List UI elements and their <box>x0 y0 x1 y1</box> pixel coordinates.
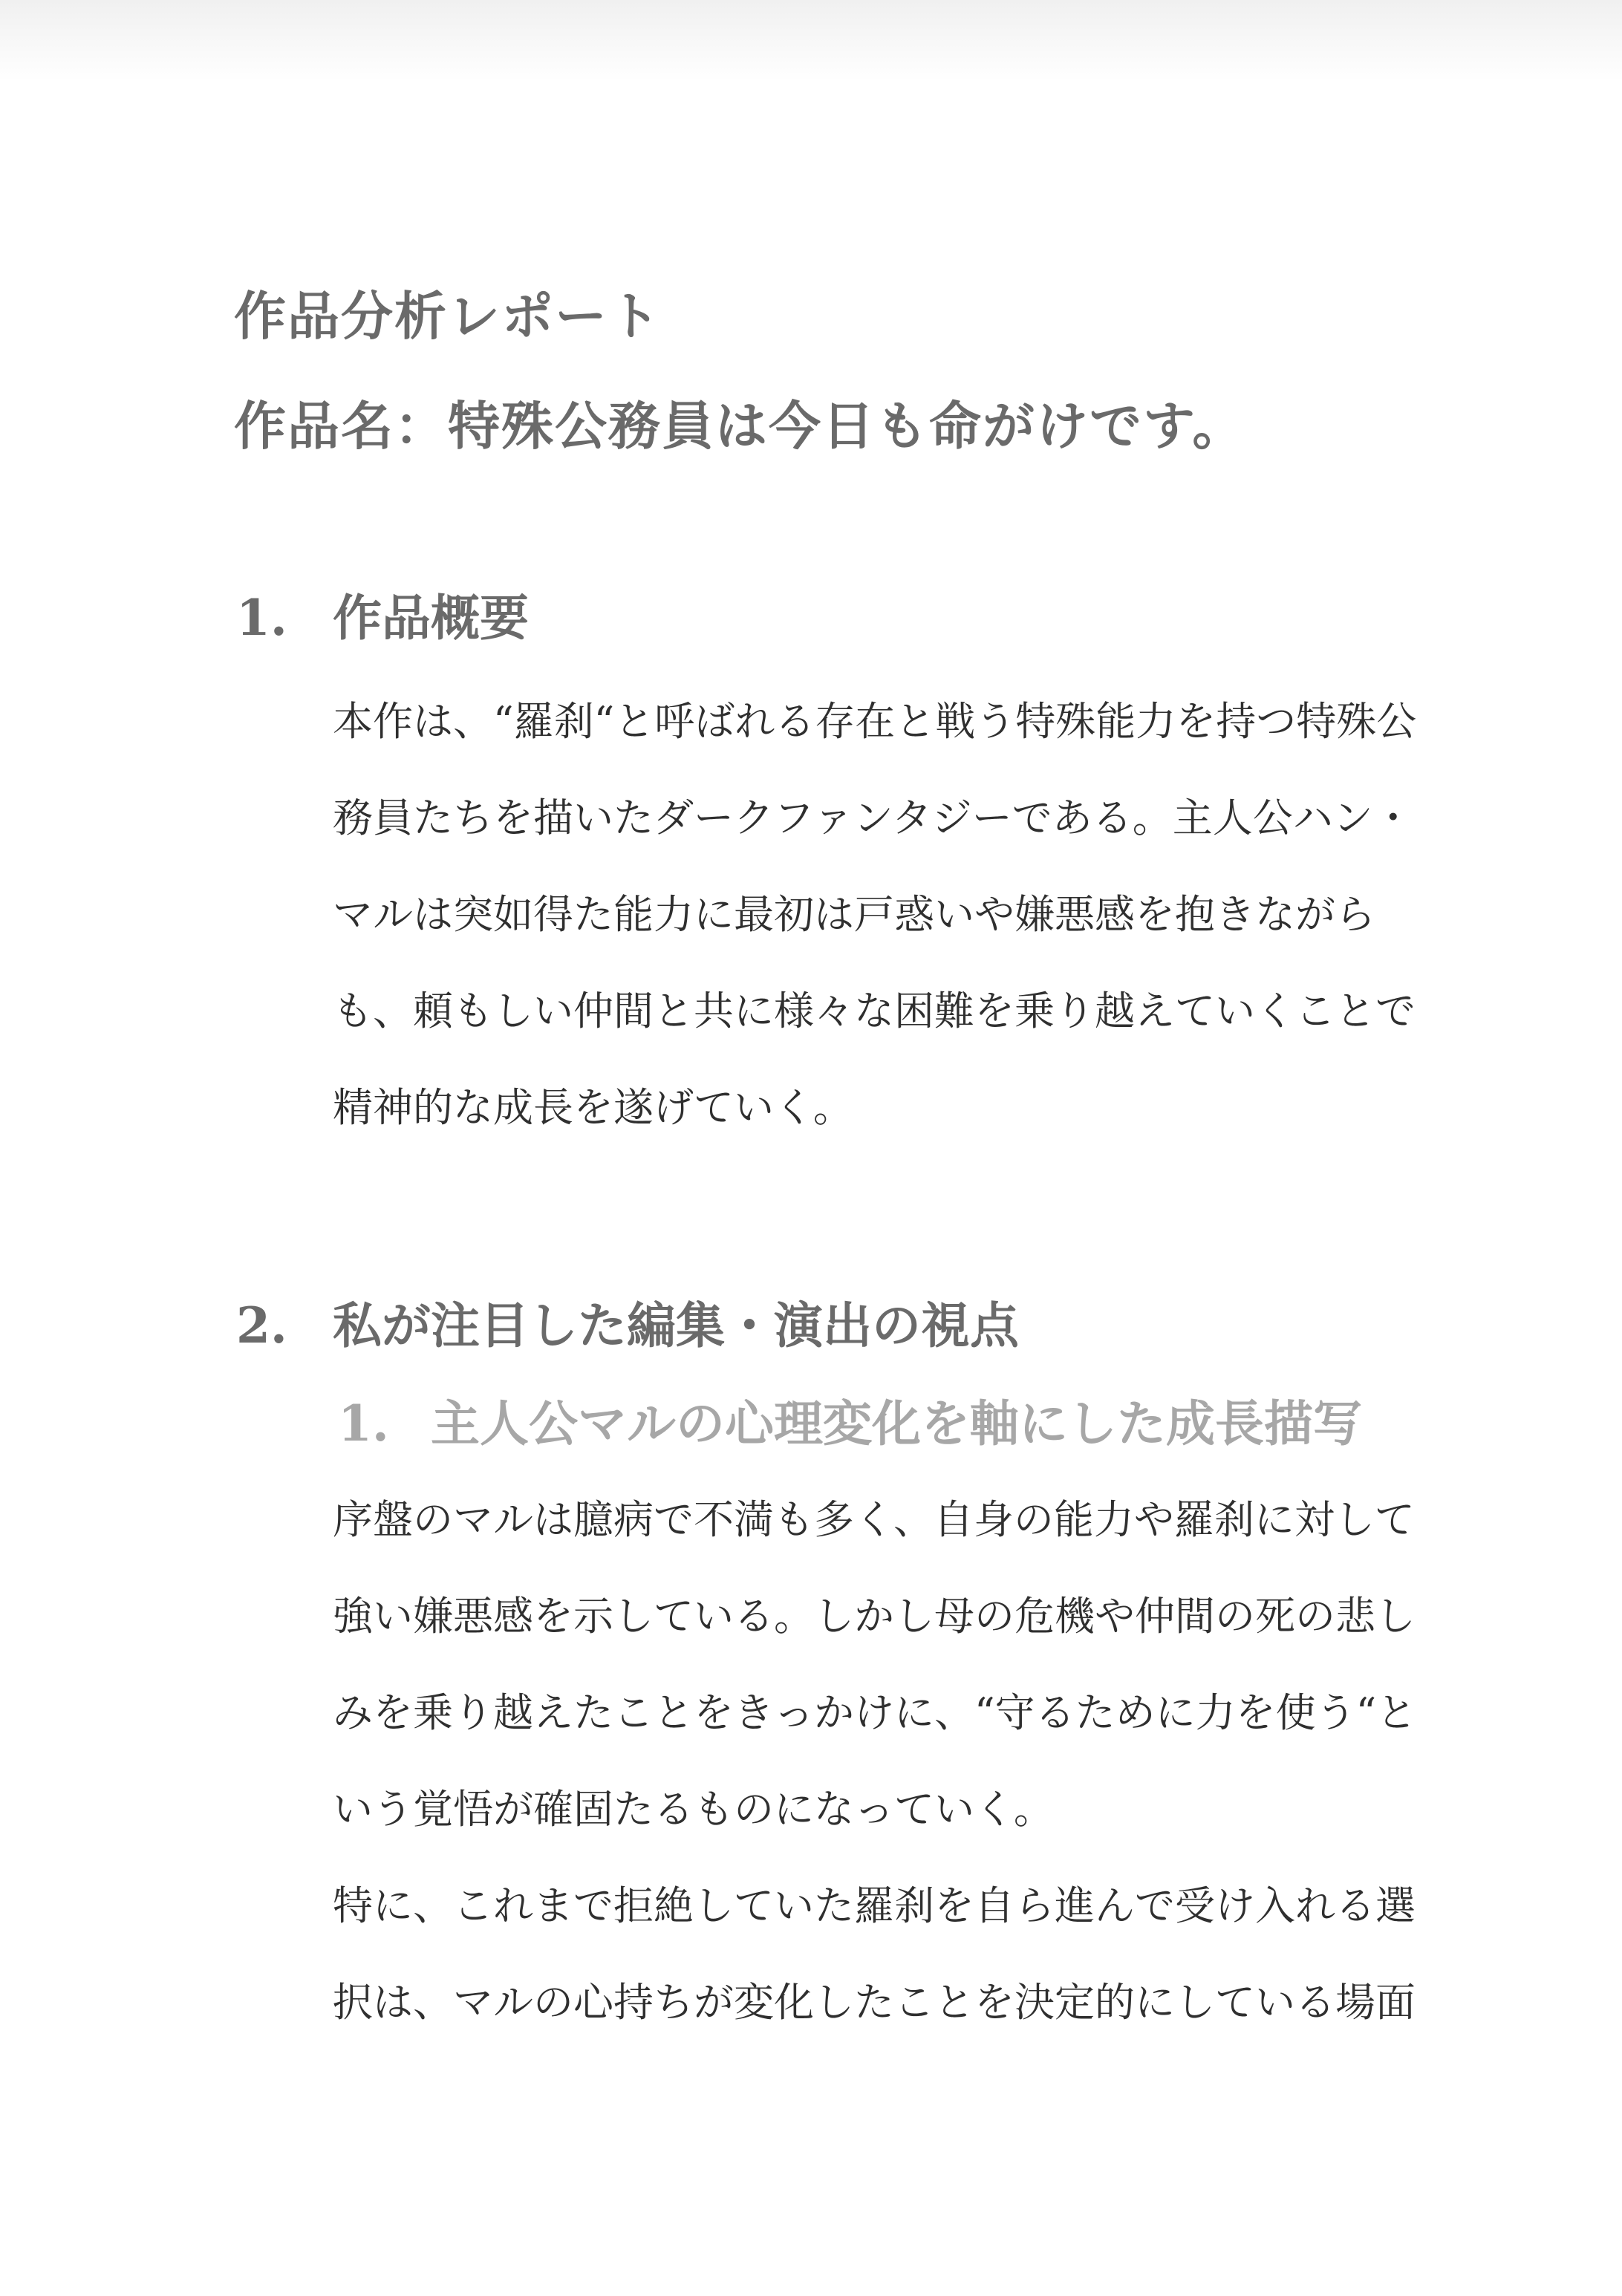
paragraph-line: みを乗り越えたことをきっかけに、“守るために力を使う“と <box>333 1689 1417 1736</box>
report-title: 作品分析レポート <box>234 285 662 347</box>
paragraph-line: マルは突如得た能力に最初は戸惑いや嫌悪感を抱きながら <box>333 891 1375 938</box>
paragraph-line: 序盤のマルは臆病で不満も多く、自身の能力や羅刹に対して <box>333 1496 1415 1543</box>
paragraph-line: 強い嫌悪感を示している。しかし母の危機や仲間の死の悲し <box>333 1593 1416 1640</box>
subsection-1-heading-text: 主人公マルの心理変化を軸にした成長描写 <box>431 1395 1362 1452</box>
section-1-heading-text: 作品概要 <box>333 589 529 647</box>
section-1-number: 1. <box>236 589 287 647</box>
section-2-paragraph-2 <box>333 1858 1416 2051</box>
paragraph-line: 択は、マルの心持ちが変化したことを決定的にしている場面 <box>333 1979 1416 2026</box>
paragraph-line: も、頼もしい仲間と共に様々な困難を乗り越えていくことで <box>333 988 1416 1034</box>
subsection-1-number: 1. <box>338 1395 389 1452</box>
section-2-heading-text: 私が注目した編集・演出の視点 <box>333 1297 1019 1354</box>
section-1-paragraph <box>333 674 1416 1156</box>
paragraph-line: 務員たちを描いたダークファンタジーである。主人公ハン・ <box>333 795 1413 841</box>
paragraph-line: 本作は、“羅刹“と呼ばれる存在と戦う特殊能力を持つ特殊公 <box>333 698 1417 745</box>
report-title-block <box>234 261 1245 481</box>
paragraph-line: 特に、これまで拒絶していた羅刹を自ら進んで受け入れる選 <box>333 1882 1416 1929</box>
report-subtitle: 作品名：特殊公務員は今日も命がけです。 <box>234 395 1246 457</box>
paragraph-line: 精神的な成長を遂げていく。 <box>333 1084 853 1131</box>
paragraph-line: いう覚悟が確固たるものになっていく。 <box>333 1786 1054 1833</box>
section-1-heading <box>236 590 529 645</box>
subsection-1-heading <box>338 1396 1362 1451</box>
section-2-number: 2. <box>236 1297 287 1354</box>
section-2-heading <box>236 1298 1019 1353</box>
section-2-paragraph-1 <box>333 1472 1416 1858</box>
